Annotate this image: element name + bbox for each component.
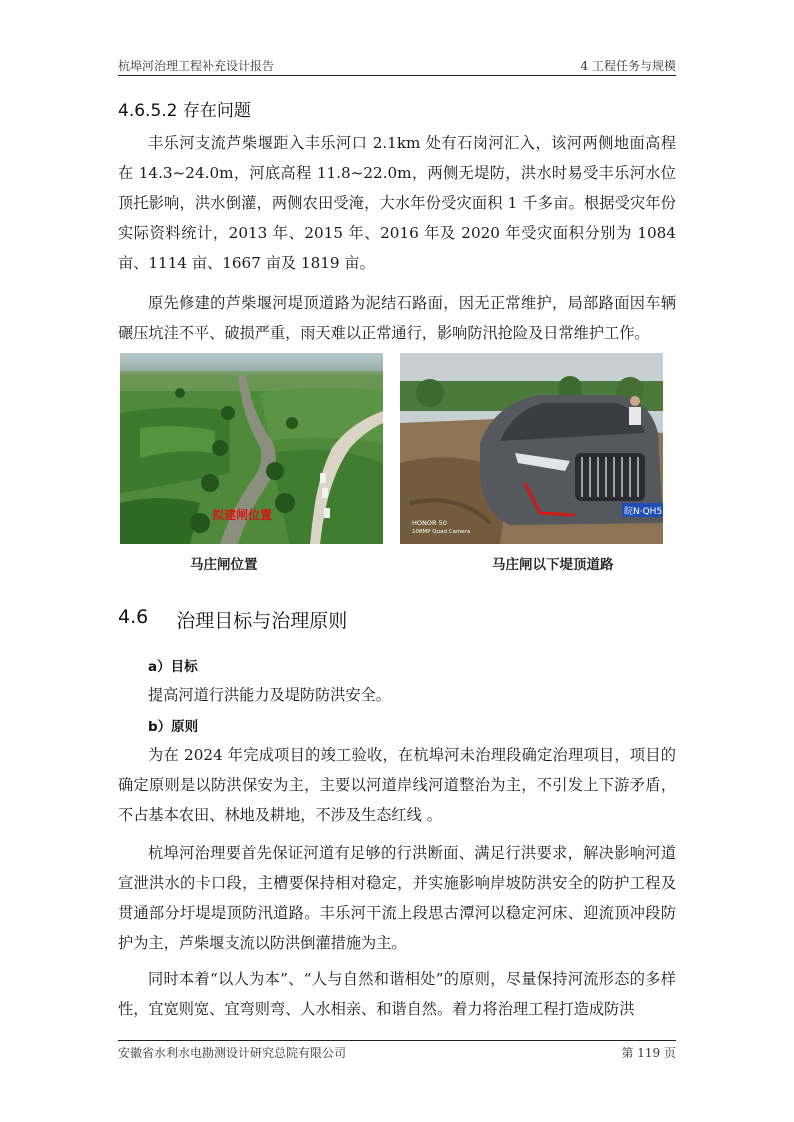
proposed-gate-label: 拟建闸位置 [212, 508, 273, 522]
footer-rule [118, 1040, 676, 1041]
paragraph-problem-1: 丰乐河支流芦柴堰距入丰乐河口 2.1km 处有石岗河汇入，该河两侧地面高程在 14.3~24.0m，河底高程 11.8~22.0m，两侧无堤防，洪水时易受丰乐河水位顶托影响，洪水倒灌，两侧农田受淹，大水年份受灾面积 1 千多亩。根据受灾年份实际资料统计，2013 年、2015 年、2016 年及 2020 年受灾面积分别为 1084 亩、1114 亩、1667 亩及 1819 亩。 [118, 134, 676, 272]
header-rule [118, 75, 676, 76]
subheading-principles: b）原则 [148, 719, 199, 735]
header-document-title: 杭埠河治理工程补充设计报告 [118, 59, 275, 73]
footer-page-number: 第 119 页 [621, 1046, 676, 1060]
caption-right-photo: 马庄闸以下堤顶道路 [492, 557, 614, 573]
page-header [118, 52, 676, 74]
license-plate: 皖N·QH5 [624, 507, 663, 517]
paragraph-problem-2: 原先修建的芦柴堰河堤顶道路为泥结石路面，因无正常维护，局部路面因车辆碾压坑洼不平、破损严重，雨天难以正常通行，影响防汛抢险及日常维护工作。 [118, 294, 676, 342]
section-title: 治理目标与治理原则 [176, 610, 348, 632]
page-footer [118, 1044, 676, 1061]
camera-watermark-model: HONOR 50 [412, 519, 447, 527]
camera-watermark-spec: 108MP Quad Camera [412, 529, 471, 535]
section-heading-goals [118, 606, 347, 633]
muddy-road-car-photo [400, 353, 663, 544]
paragraph-principles-1: 为在 2024 年完成项目的竣工验收，在杭埠河未治理段确定治理项目，项目的确定原则是以防洪保安为主，主要以河道岸线河道整治为主，不引发上下游矛盾，不占基本农田、林地及耕地，不涉及生态红线 。 [118, 746, 676, 824]
header-chapter: 4 工程任务与规模 [580, 59, 676, 73]
subheading-goal: a）目标 [148, 659, 198, 675]
paragraph-goal: 提高河道行洪能力及堤防防洪安全。 [148, 686, 391, 704]
paragraph-principles-2: 杭埠河治理要首先保证河道有足够的行洪断面、满足行洪要求，解决影响河道宣泄洪水的卡口段，主槽要保持相对稳定，并实施影响岸坡防洪安全的防护工程及贯通部分圩堤堤顶防汛道路。丰乐河干流上段思古潭河以稳定河床、迎流顶冲段防护为主，芦柴堰支流以防洪倒灌措施为主。 [118, 844, 676, 952]
section-heading-problems: 4.6.5.2 存在问题 [118, 101, 251, 121]
aerial-river-photo [120, 353, 383, 544]
paragraph-principles-3: 同时本着“以人为本”、“人与自然和谐相处”的原则，尽量保持河流形态的多样性，宜宽则宽、宜弯则弯、人水相亲、和谐自然。着力将治理工程打造成防洪 [118, 970, 676, 1018]
caption-left-photo: 马庄闸位置 [190, 557, 258, 573]
section-number: 4.6 [118, 606, 149, 628]
footer-organization: 安徽省水利水电勘测设计研究总院有限公司 [118, 1046, 347, 1060]
